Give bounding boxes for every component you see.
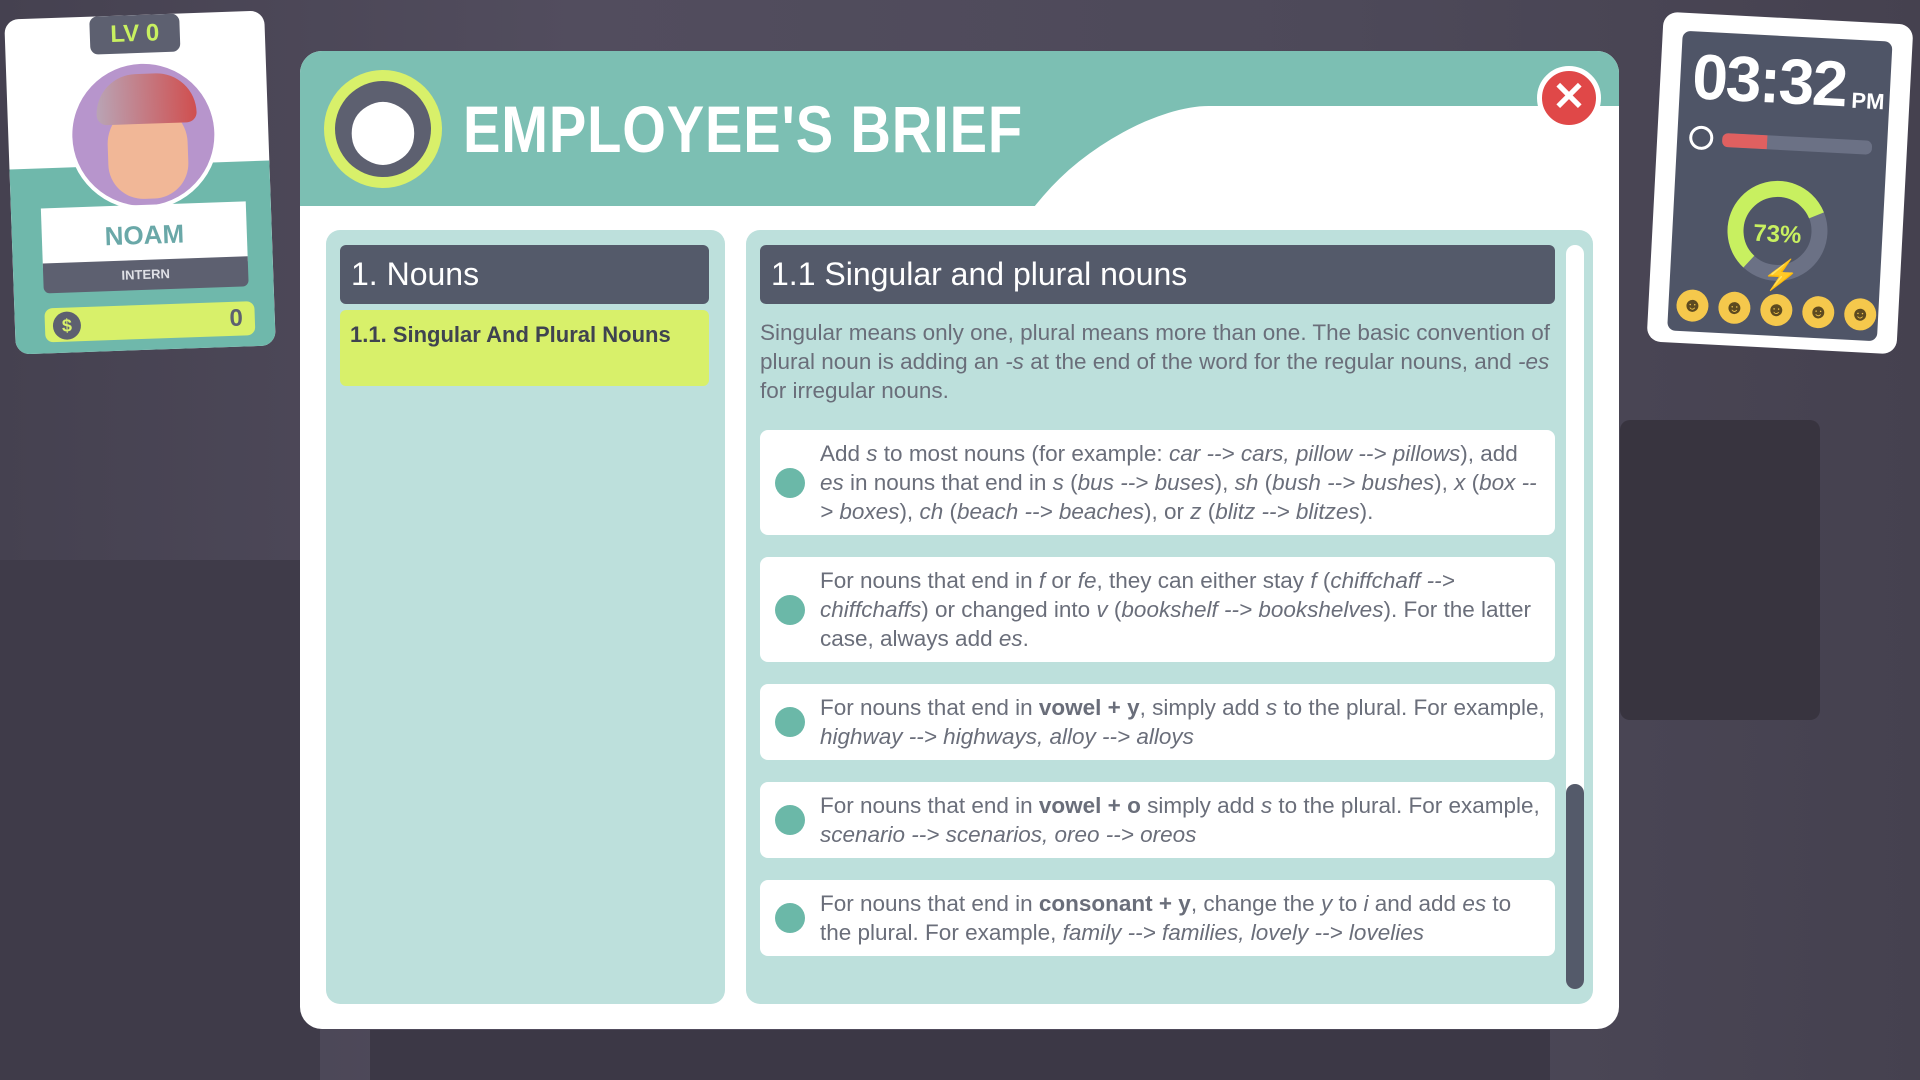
brief-logo-icon: ⬤	[324, 70, 442, 188]
text-segment: f	[1038, 568, 1046, 593]
text-segment: ), add	[1460, 441, 1518, 466]
text-segment: -es	[1518, 349, 1550, 374]
table-of-contents	[326, 230, 725, 1004]
text-segment: f	[1310, 568, 1317, 593]
smiley-face-icon: ☻	[1801, 295, 1835, 329]
player-role: INTERN	[43, 256, 249, 293]
level-badge: LV 0	[89, 14, 180, 55]
text-segment: s	[1260, 793, 1273, 818]
text-segment: consonant + y	[1038, 891, 1191, 916]
text-segment: fe	[1077, 568, 1097, 593]
text-segment: z	[1190, 499, 1202, 524]
text-segment: ).	[1359, 499, 1374, 524]
text-segment: family --> families, lovely --> lovelies	[1062, 920, 1424, 945]
rule-text	[820, 439, 1545, 526]
content-panel[interactable]	[746, 230, 1593, 1004]
rule-list	[760, 430, 1555, 978]
clock-time: 03:32	[1690, 40, 1848, 121]
text-segment: to the plural. For example,	[1272, 793, 1540, 818]
text-segment: For nouns that end in	[820, 568, 1039, 593]
text-segment: highway --> highways, alloy --> alloys	[820, 724, 1194, 749]
text-segment: (	[943, 499, 957, 524]
smiley-face-icon: ☻	[1718, 291, 1752, 325]
text-segment: s	[1052, 470, 1064, 495]
text-segment: vowel + o	[1038, 793, 1141, 818]
rule-item	[760, 430, 1555, 535]
money-value: 0	[228, 304, 244, 332]
background-desk	[0, 560, 320, 1080]
content-scrollbar[interactable]	[1566, 245, 1584, 989]
bullet-dot-icon	[775, 468, 805, 498]
rule-text	[820, 791, 1545, 849]
text-segment: (	[1316, 568, 1331, 593]
text-segment: blitz --> blitzes	[1215, 499, 1360, 524]
smiley-face-icon: ☻	[1760, 293, 1794, 327]
text-segment: vowel + y	[1038, 695, 1140, 720]
text-segment: to the plural. For example,	[820, 891, 1512, 945]
content-intro	[760, 318, 1555, 405]
text-segment: (	[1258, 470, 1273, 495]
rule-text	[820, 566, 1545, 653]
day-progress-bar	[1722, 133, 1873, 155]
dollar-coin-icon: $	[52, 311, 81, 340]
modal-title: EMPLOYEE'S BRIEF	[463, 92, 1023, 166]
text-segment: i	[1363, 891, 1369, 916]
text-segment: at the end of the word for the regular nouns, and	[1023, 349, 1519, 374]
rule-item	[760, 557, 1555, 662]
rule-item	[760, 782, 1555, 858]
energy-percent: 73%	[1752, 219, 1802, 250]
text-segment: s	[866, 441, 878, 466]
text-segment: s	[1265, 695, 1278, 720]
rule-item	[760, 684, 1555, 760]
mood-faces	[1676, 289, 1877, 331]
text-segment: ),	[1214, 470, 1235, 495]
timer-icon	[1689, 125, 1714, 150]
text-segment: x	[1454, 470, 1466, 495]
text-segment: , change the	[1190, 891, 1321, 916]
rule-text	[820, 693, 1545, 751]
text-segment: ) or changed into	[921, 597, 1097, 622]
text-segment: to the plural. For example,	[1277, 695, 1545, 720]
text-segment: -s	[1005, 349, 1024, 374]
text-segment: Add	[820, 441, 867, 466]
toc-heading: 1. Nouns	[340, 245, 709, 304]
text-segment: ch	[919, 499, 944, 524]
text-segment: ), or	[1143, 499, 1191, 524]
text-segment: scenario --> scenarios, oreo --> oreos	[820, 822, 1197, 847]
text-segment: Singular means only one, plural means more than one. The basic convention of plural noun is adding an	[760, 320, 1551, 374]
text-segment: car --> cars, pillow --> pillows	[1168, 441, 1461, 466]
text-segment: chiffchaff --> chiffchaffs	[820, 568, 1455, 622]
text-segment: simply add	[1140, 793, 1261, 818]
text-segment: , they can either stay	[1096, 568, 1311, 593]
text-segment: for irregular nouns.	[760, 378, 949, 403]
text-segment: y	[1320, 891, 1333, 916]
text-segment: bush --> bushes	[1272, 470, 1435, 495]
time-energy-panel	[1647, 12, 1914, 355]
bullet-dot-icon	[775, 903, 805, 933]
smiley-face-icon: ☻	[1843, 298, 1877, 332]
lightning-icon: ⚡	[1761, 258, 1801, 294]
employee-brief-modal	[300, 51, 1619, 1029]
text-segment: ). For the latter case, always add	[820, 597, 1531, 651]
text-segment: (	[1107, 597, 1122, 622]
text-segment: For nouns that end in	[820, 793, 1039, 818]
text-segment: bus --> buses	[1077, 470, 1215, 495]
text-segment: es	[998, 626, 1023, 651]
text-segment: in nouns that end in	[843, 470, 1053, 495]
text-segment: v	[1096, 597, 1108, 622]
text-segment: ),	[1434, 470, 1455, 495]
text-segment: , simply add	[1139, 695, 1266, 720]
content-heading: 1.1 Singular and plural nouns	[760, 245, 1555, 304]
text-segment: or	[1045, 568, 1078, 593]
scrollbar-thumb[interactable]	[1566, 784, 1584, 989]
close-button[interactable]	[1537, 66, 1601, 130]
background-shelf	[370, 1030, 1550, 1080]
text-segment: (	[1201, 499, 1216, 524]
text-segment: For nouns that end in	[820, 891, 1039, 916]
close-icon: ✕	[1552, 75, 1586, 119]
player-name: NOAM	[41, 201, 248, 268]
text-segment: es	[820, 470, 844, 495]
text-segment: ),	[899, 499, 920, 524]
smiley-face-icon: ☻	[1676, 289, 1710, 323]
rule-text	[820, 889, 1545, 947]
text-segment: es	[1462, 891, 1487, 916]
text-segment: beach --> beaches	[956, 499, 1144, 524]
clock-ampm: PM	[1850, 87, 1886, 115]
bullet-dot-icon	[775, 805, 805, 835]
bullet-dot-icon	[775, 595, 805, 625]
player-card[interactable]	[4, 11, 276, 355]
toc-item-singular-plural[interactable]: 1.1. Singular And Plural Nouns	[340, 310, 709, 386]
text-segment: to	[1332, 891, 1364, 916]
text-segment: (	[1063, 470, 1078, 495]
text-segment: and add	[1368, 891, 1463, 916]
text-segment: sh	[1234, 470, 1259, 495]
text-segment: box --> boxes	[820, 470, 1537, 524]
text-segment: to most nouns (for example:	[877, 441, 1169, 466]
text-segment: .	[1022, 626, 1029, 651]
text-segment: For nouns that end in	[820, 695, 1039, 720]
rule-item	[760, 880, 1555, 956]
text-segment: (	[1465, 470, 1480, 495]
background-monitor	[1620, 420, 1820, 720]
bullet-dot-icon	[775, 707, 805, 737]
text-segment: bookshelf --> bookshelves	[1121, 597, 1384, 622]
